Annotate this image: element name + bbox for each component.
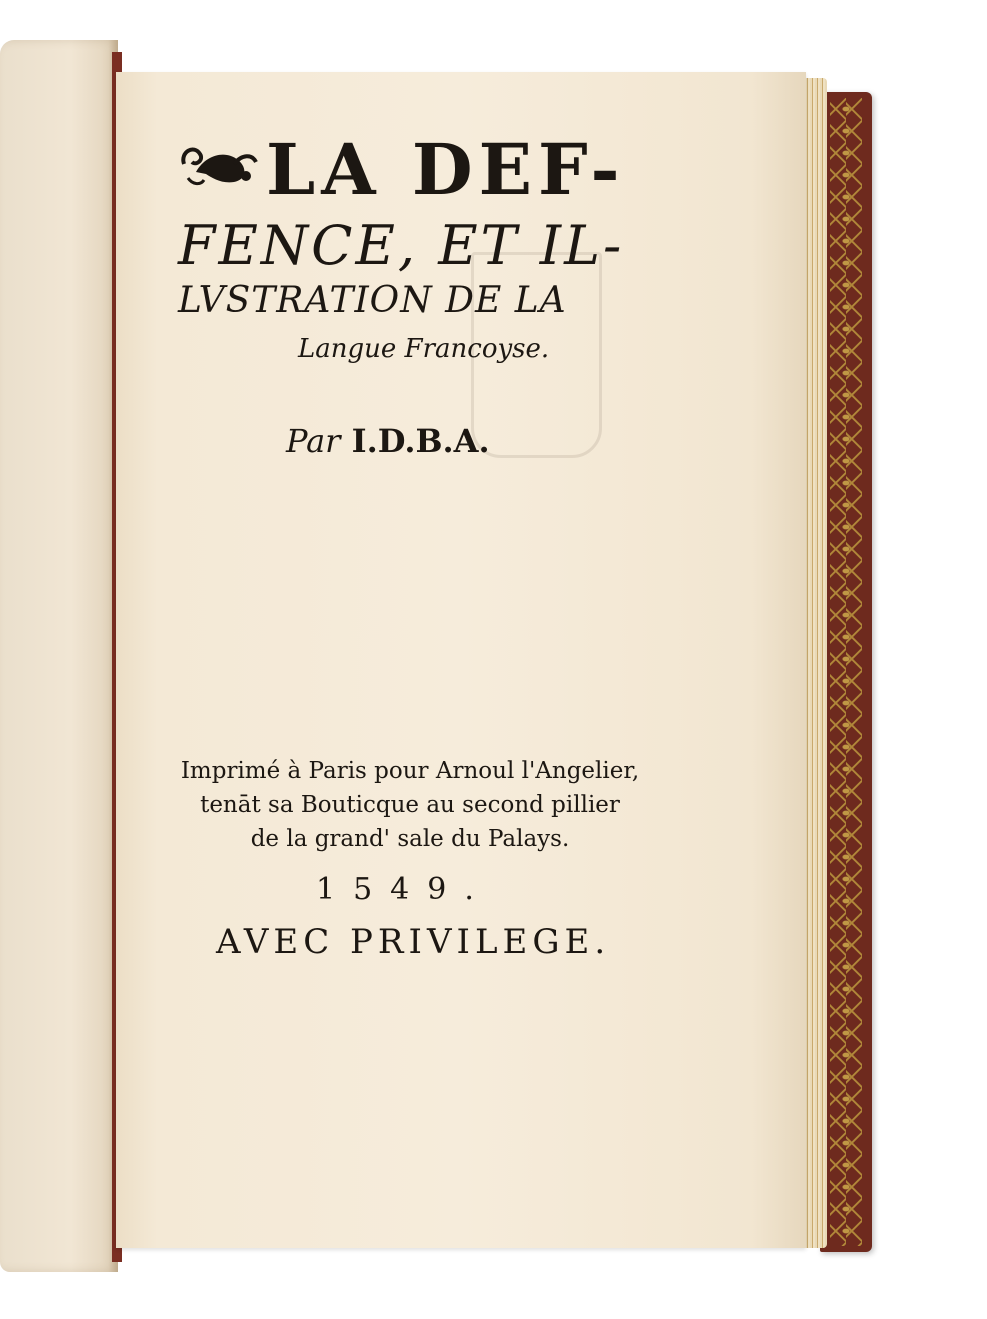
title-page: [116, 72, 806, 1248]
imprint-line: de la grand' sale du Palays.: [250, 826, 570, 852]
imprint-line: tenāt sa Bouticque au second pillier: [200, 792, 620, 818]
author-prefix: Par: [286, 422, 341, 460]
publication-year: 1549.: [316, 872, 492, 907]
imprint-line: Imprimé à Paris pour Arnoul l'Angelier,: [180, 758, 640, 784]
fleuron-icon: [176, 134, 260, 194]
title-line-1: LA DEF-: [266, 128, 626, 211]
author-initials: I.D.B.A.: [351, 422, 490, 460]
gilt-spine: [820, 92, 872, 1252]
title-line-3: LVSTRATION DE LA: [178, 280, 567, 321]
gilt-pattern: [830, 98, 862, 1246]
title-line-4: Langue Francoyse.: [298, 334, 550, 364]
title-line-2: FENCE, ET IL-: [178, 214, 625, 277]
left-page: [0, 40, 118, 1272]
imprint-block: [180, 754, 640, 856]
author-line: [286, 422, 490, 460]
privilege-line: AVEC PRIVILEGE.: [216, 922, 611, 962]
